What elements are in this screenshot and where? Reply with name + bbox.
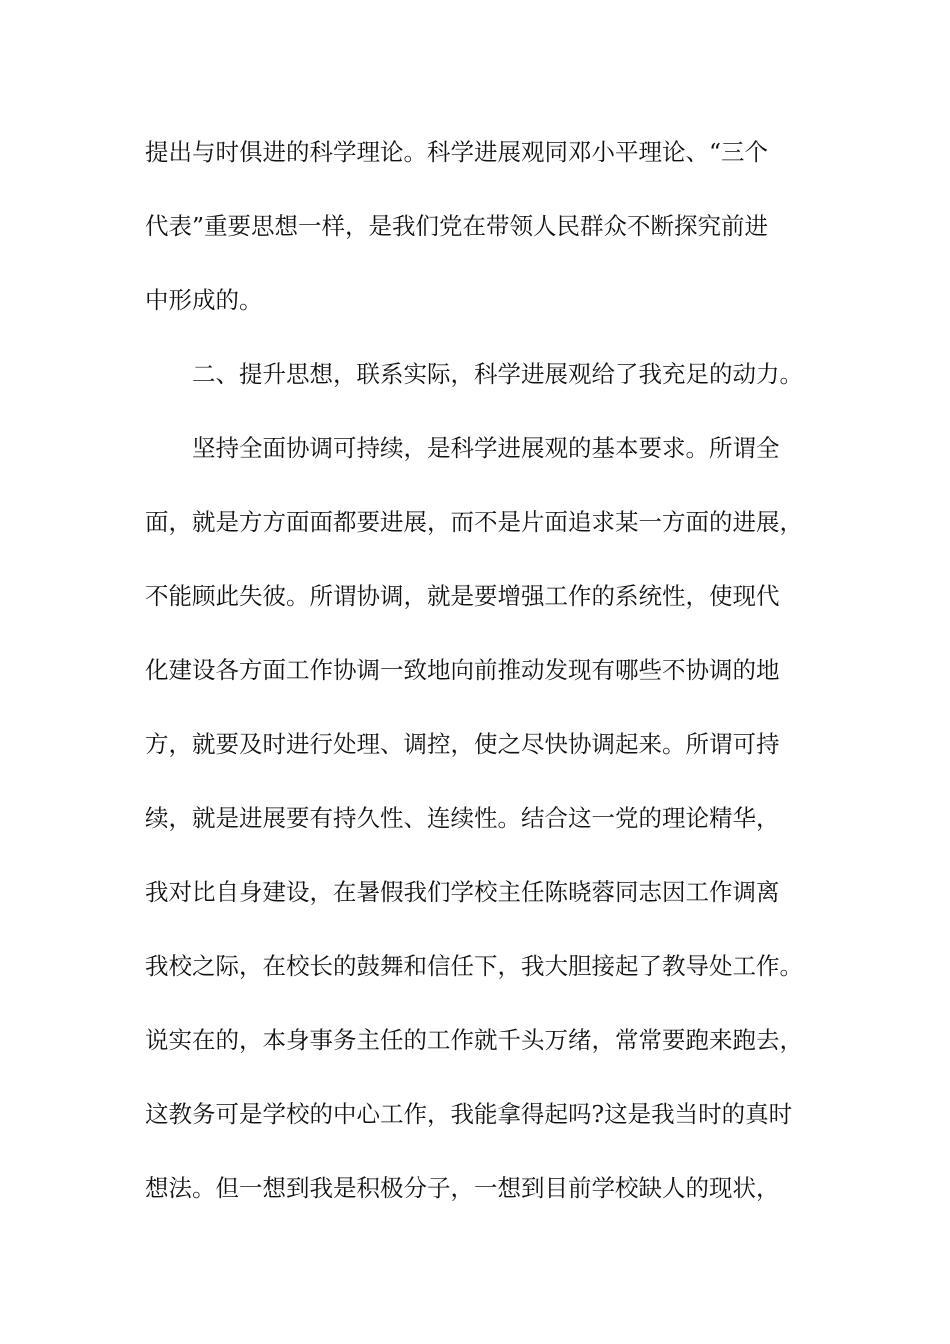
text-line: 说实在的，本身事务主任的工作就千头万绪，常常要跑来跑去， — [145, 1026, 803, 1054]
text-line: 这教务可是学校的中心工作，我能拿得起吗?这是我当时的真时 — [145, 1100, 793, 1128]
text-line: 面，就是方方面面都要进展，而不是片面追求某一方面的进展， — [145, 508, 803, 536]
text-line: 想法。但一想到我是积极分子，一想到目前学校缺人的现状， — [145, 1174, 780, 1202]
text-line: 我对比自身建设，在暑假我们学校主任陈晓蓉同志因工作调离 — [145, 878, 780, 906]
text-line: 坚持全面协调可持续，是科学进展观的基本要求。所谓全 — [192, 434, 780, 462]
section-heading: 二、提升思想，联系实际，科学进展观给了我充足的动力。 — [192, 360, 803, 388]
text-line: 化建设各方面工作协调一致地向前推动发现有哪些不协调的地 — [145, 656, 780, 684]
text-line: 代表”重要思想一样，是我们党在带领人民群众不断探究前进 — [145, 212, 769, 240]
body-text — [145, 130, 835, 1240]
text-line: 中形成的。 — [145, 286, 263, 314]
text-line: 提出与时俱进的科学理论。科学进展观同邓小平理论、“三个 — [145, 138, 769, 166]
text-line: 方，就要及时进行处理、调控，使之尽快协调起来。所谓可持 — [145, 730, 780, 758]
text-line: 不能顾此失彼。所谓协调，就是要增强工作的系统性，使现代 — [145, 582, 780, 610]
text-line: 我校之际，在校长的鼓舞和信任下，我大胆接起了教导处工作。 — [145, 952, 803, 980]
text-line: 续，就是进展要有持久性、连续性。结合这一党的理论精华， — [145, 804, 780, 832]
